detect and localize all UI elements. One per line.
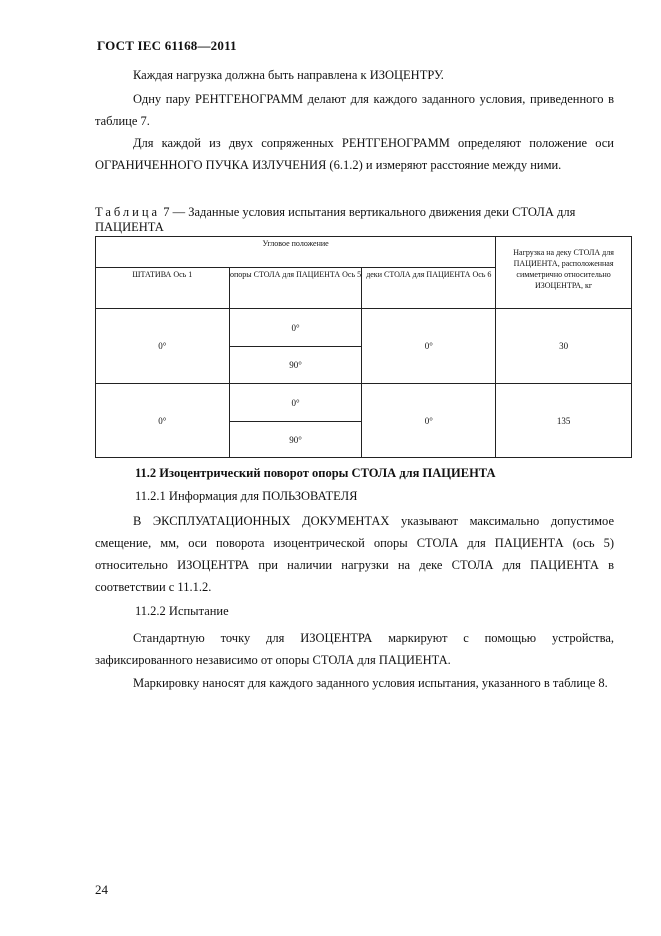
cell-load: 30 <box>496 309 632 384</box>
subsection-user-info: 11.2.1 Информация для ПОЛЬЗОВАТЕЛЯ <box>135 489 358 503</box>
header-axis-6: деки СТОЛА для ПАЦИЕНТА Ось 6 <box>362 268 496 309</box>
table-7 <box>95 236 632 458</box>
paragraph-operating-documents: В ЭКСПЛУАТАЦИОННЫХ ДОКУМЕНТАХ указывают максимально допустимое смещение, мм, оси поворота изоцентрической опоры СТОЛА для ПАЦИЕНТА (ось 5) относительно ИЗОЦЕНТРА при наличии нагрузки на деке СТОЛА для ПАЦИЕНТА в соответствии с 11.1.2. <box>95 514 614 594</box>
cell-axis6: 0° <box>362 309 496 384</box>
cell-axis1: 0° <box>96 384 230 458</box>
cell-axis5: 90° <box>229 347 362 384</box>
section-title: 11.2 Изоцентрический поворот опоры СТОЛА для ПАЦИЕНТА <box>135 466 496 480</box>
header-axis-1: ШТАТИВА Ось 1 <box>96 268 230 309</box>
cell-axis5: 0° <box>229 309 362 347</box>
cell-axis5: 90° <box>229 422 362 458</box>
header-angular-position: Угловое положение <box>96 237 496 268</box>
cell-axis1: 0° <box>96 309 230 384</box>
caption-number: 7 <box>163 205 170 219</box>
table-row <box>96 309 632 347</box>
paragraph-beam-axis: Для каждой из двух сопряженных РЕНТГЕНОГРАММ определяют положение оси ОГРАНИЧЕННОГО ПУЧКА ИЗЛУЧЕНИЯ (6.1.2) и измеряют расстояние между ними. <box>95 136 614 172</box>
caption-label: Таблица <box>95 205 161 219</box>
document-header: ГОСТ IEC 61168—2011 <box>97 38 237 53</box>
paragraph-reference-point: Стандартную точку для ИЗОЦЕНТРА маркируют с помощью устройства, зафиксированного независимо от опоры СТОЛА для ПАЦИЕНТА. <box>95 631 614 667</box>
paragraph-marking: Маркировку наносят для каждого заданного условия испытания, указанного в таблице 8. <box>133 676 608 690</box>
cell-load: 135 <box>496 384 632 458</box>
table-row <box>96 384 632 422</box>
cell-axis5: 0° <box>229 384 362 422</box>
paragraph-radiograph-pair: Одну пару РЕНТГЕНОГРАММ делают для каждого заданного условия, приведенного в таблице 7. <box>95 92 614 128</box>
page-number: 24 <box>95 882 108 897</box>
header-load: Нагрузка на деку СТОЛА для ПАЦИЕНТА, расположенная симметрично относительно ИЗОЦЕНТРА, кг <box>496 237 632 309</box>
caption-text: — Заданные условия испытания вертикального движения деки СТОЛА для ПАЦИЕНТА <box>95 205 576 234</box>
subsection-test: 11.2.2 Испытание <box>135 604 229 618</box>
paragraph-load-direction: Каждая нагрузка должна быть направлена к ИЗОЦЕНТРУ. <box>133 68 444 82</box>
cell-axis6: 0° <box>362 384 496 458</box>
header-axis-5: опоры СТОЛА для ПАЦИЕНТА Ось 5 <box>229 268 362 309</box>
table-caption <box>95 205 625 235</box>
